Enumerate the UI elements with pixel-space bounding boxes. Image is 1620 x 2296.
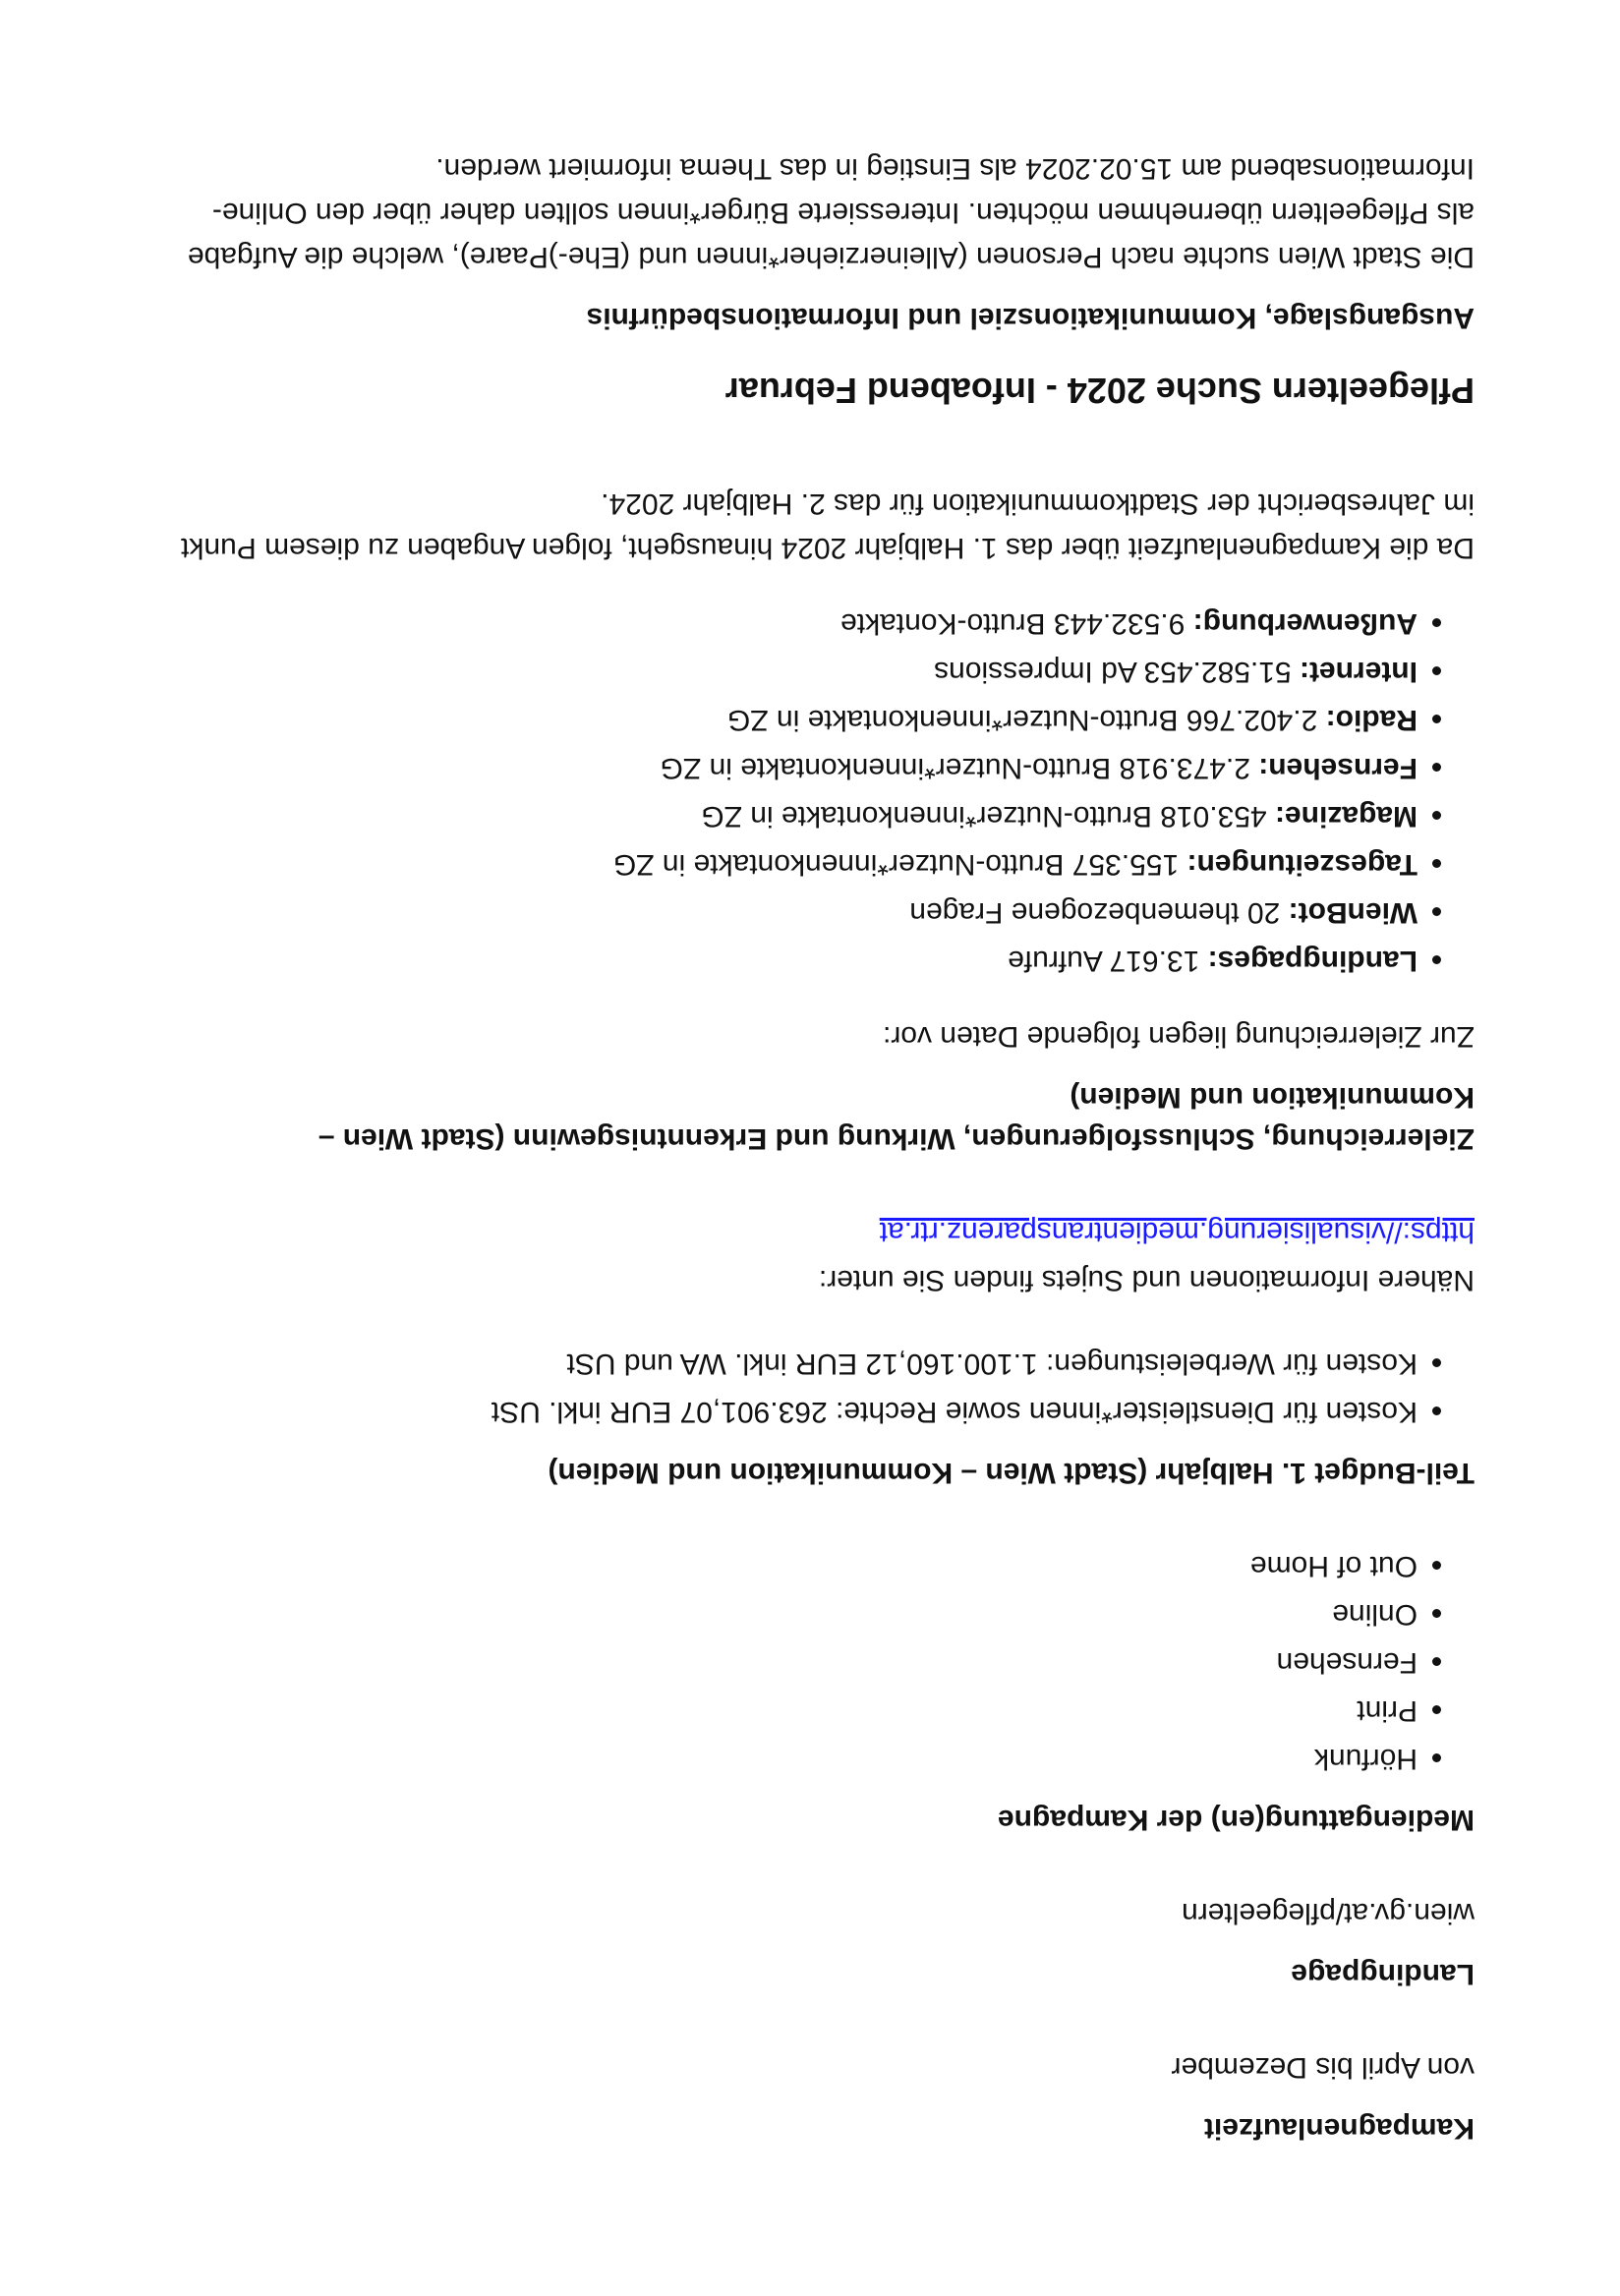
result-label: Fernsehen: bbox=[1258, 752, 1418, 784]
runtime-value: von April bis Dezember bbox=[1171, 2051, 1475, 2084]
budget-heading: Teil-Budget 1. Halbjahr (Stadt Wien – Kommunikation und Medien) bbox=[548, 1457, 1475, 1489]
results-list bbox=[167, 602, 1475, 983]
list-item: • Online bbox=[167, 1592, 1418, 1636]
landingpage-heading: Landingpage bbox=[1291, 1958, 1475, 1990]
more-info-link[interactable]: https://visualisierung.medientransparenz.rtr.at bbox=[879, 1216, 1475, 1248]
result-label: Außenwerbung: bbox=[1192, 607, 1418, 640]
results-intro: Zur Zielerreichung liegen folgende Daten vor: bbox=[882, 1020, 1475, 1053]
list-item bbox=[167, 939, 1418, 983]
result-value: 155.357 Brutto-Nutzer*innenkontakte in ZG bbox=[612, 848, 1180, 881]
more-info-text: Nähere Informationen und Sujets finden Sie unter: bbox=[818, 1264, 1475, 1296]
landingpage-value: wien.gv.at/pflegeeltern bbox=[1182, 1897, 1475, 1929]
result-label: Magazine: bbox=[1274, 800, 1418, 832]
results-note: Da die Kampagnenlaufzeit über das 1. Halbjahr 2024 hinausgeht, folgen Angaben zu diesem Punkt im Jahresbericht der Stadtkommunikation für das 2. Halbjahr 2024. bbox=[181, 488, 1475, 564]
result-label: Radio: bbox=[1325, 704, 1418, 736]
result-label: Internet: bbox=[1300, 656, 1418, 688]
list-item bbox=[167, 650, 1418, 694]
result-value: 2.402.766 Brutto-Nutzer*innenkontakte in ZG bbox=[726, 704, 1318, 736]
list-item bbox=[167, 746, 1418, 790]
list-item: • Out of Home bbox=[167, 1544, 1418, 1588]
media-heading: Mediengattung(en) der Kampagne bbox=[997, 1804, 1475, 1836]
list-item bbox=[167, 842, 1418, 887]
list-item bbox=[167, 698, 1418, 742]
list-item bbox=[167, 890, 1418, 935]
media-list bbox=[167, 1544, 1475, 1781]
result-value: 20 themenbezogene Fragen bbox=[909, 896, 1281, 929]
list-item: • Fernsehen bbox=[167, 1640, 1418, 1685]
result-value: 13.617 Aufrufe bbox=[1008, 945, 1200, 977]
list-item: • Kosten für Dienstleister*innen sowie Rechte: 263.901,07 EUR inkl. USt bbox=[167, 1390, 1418, 1434]
runtime-heading: Kampagnenlaufzeit bbox=[1203, 2112, 1475, 2145]
list-item bbox=[167, 602, 1418, 646]
situation-text: Die Stadt Wien suchte nach Personen (Alleinerzieher*innen und (Ehe-)Paare), welche die Aufgabe als Pflegeeltern übernehmen möchten. Interessierte Bürger*innen sollten daher über den Online-Informationsabend am 15.02.2024 als Einstieg in das Thema informiert werden. bbox=[187, 152, 1475, 273]
result-label: Landingpages: bbox=[1207, 945, 1418, 977]
result-value: 51.582.453 Ad Impressions bbox=[934, 656, 1292, 688]
results-heading: Zielerreichung, Schlussfolgerungen, Wirkung und Erkenntnisgewinn (Stadt Wien – Kommunikation und Medien) bbox=[318, 1081, 1475, 1155]
list-item: • Hörfunk bbox=[167, 1737, 1418, 1781]
list-item: • Print bbox=[167, 1689, 1418, 1733]
result-label: Tageszeitungen: bbox=[1186, 848, 1418, 881]
document-content bbox=[167, 125, 1475, 2149]
budget-list bbox=[167, 1342, 1475, 1434]
situation-heading: Ausgangslage, Kommunikationsziel und Informationsbedürfnis bbox=[586, 302, 1475, 334]
infoabend-title: Pflegeeltern Suche 2024 - Infoabend Februar bbox=[724, 371, 1475, 411]
result-value: 9.532.443 Brutto-Kontakte bbox=[840, 607, 1186, 640]
result-label: WienBot: bbox=[1288, 896, 1418, 929]
result-value: 2.473.918 Brutto-Nutzer*innenkontakte in ZG bbox=[660, 752, 1250, 784]
list-item: • Kosten für Werbeleistungen: 1.100.160,12 EUR inkl. WA und USt bbox=[167, 1342, 1418, 1386]
result-value: 453.018 Brutto-Nutzer*innenkontakte in ZG bbox=[701, 800, 1267, 832]
list-item bbox=[167, 794, 1418, 838]
